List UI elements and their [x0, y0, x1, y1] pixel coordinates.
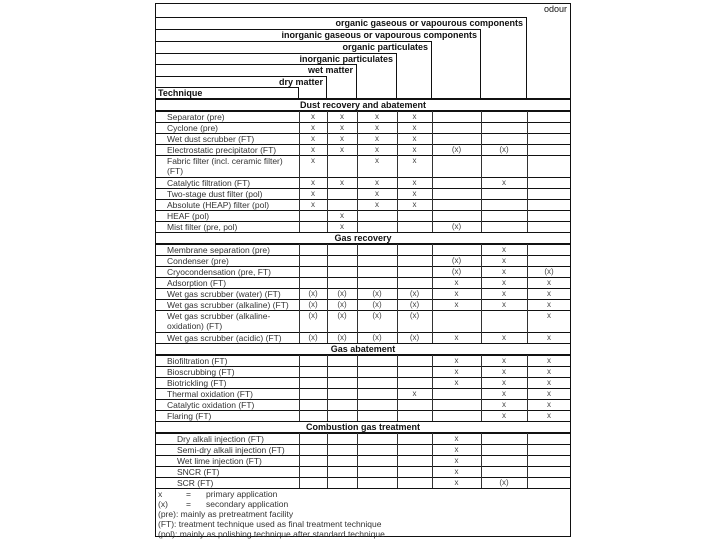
applicability-cell-odour: x [547, 378, 551, 387]
technique-name: Flaring (FT) [167, 410, 212, 421]
applicability-cell-dry: (x) [308, 300, 318, 309]
technique-name: Condenser (pre) [167, 255, 229, 266]
applicability-cell-dry: x [311, 123, 315, 132]
applicability-cell-wet: x [340, 112, 344, 121]
legend-equals: = [186, 489, 191, 499]
technique-name: HEAF (pol) [167, 210, 210, 221]
technique-name: Biofiltration (FT) [167, 355, 228, 366]
applicability-cell-org_gas: x [502, 267, 506, 276]
applicability-cell-inorg_part: (x) [372, 300, 382, 309]
applicability-cell-odour: x [547, 367, 551, 376]
applicability-cell-inorg_part: x [375, 189, 379, 198]
applicability-cell-inorg_gas: x [454, 367, 459, 376]
applicability-cell-org_part: (x) [409, 289, 420, 298]
applicability-cell-dry: x [311, 112, 315, 121]
column-header-wet: wet matter [307, 65, 353, 75]
legend-item [158, 489, 277, 499]
technique-name: Catalytic filtration (FT) [167, 177, 251, 188]
applicability-cell-odour: x [547, 278, 551, 287]
applicability-cell-org_part: x [412, 389, 417, 398]
applicability-cell-inorg_gas: x [454, 445, 459, 454]
legend-item: (pol): mainly as polishing technique after standard technique [158, 529, 385, 539]
column-divider [432, 155, 433, 178]
technique-name: Two-stage dust filter (pol) [167, 188, 263, 199]
applicability-cell-inorg_part: (x) [372, 289, 382, 298]
column-header-odour: odour [543, 4, 567, 14]
legend-text: secondary application [206, 499, 289, 509]
applicability-cell-dry: x [311, 134, 315, 143]
applicability-cell-dry: (x) [308, 289, 318, 298]
technique-name: Wet dust scrubber (FT) [167, 133, 255, 144]
applicability-cell-inorg_gas: (x) [451, 145, 462, 154]
technique-name: Catalytic oxidation (FT) [167, 399, 255, 410]
technique-name: Cryocondensation (pre, FT) [167, 266, 271, 277]
technique-name: Biotrickling (FT) [167, 377, 227, 388]
applicability-cell-odour: x [547, 333, 551, 342]
applicability-cell-inorg_part: x [375, 123, 379, 132]
applicability-cell-inorg_gas: (x) [451, 256, 462, 265]
applicability-cell-dry: x [311, 145, 315, 154]
applicability-cell-dry: (x) [308, 333, 318, 342]
applicability-cell-org_gas: x [502, 256, 506, 265]
applicability-cell-odour: x [547, 356, 551, 365]
legend-item [158, 499, 288, 509]
technique-name: Fabric filter (incl. ceramic filter) (FT) [167, 155, 283, 176]
technique-name: Bioscrubbing (FT) [167, 366, 235, 377]
applicability-cell-inorg_part: x [375, 134, 379, 143]
technique-name: Cyclone (pre) [167, 122, 219, 133]
applicability-cell-odour: (x) [544, 267, 554, 276]
applicability-cell-org_part: x [412, 178, 417, 187]
column-divider [432, 310, 433, 333]
applicability-cell-odour: x [547, 411, 551, 420]
technique-name: Wet gas scrubber (acidic) (FT) [167, 332, 282, 343]
applicability-cell-org_gas: x [502, 411, 506, 420]
applicability-cell-odour: x [547, 389, 551, 398]
applicability-cell-odour: x [547, 300, 551, 309]
applicability-cell-wet: (x) [337, 289, 347, 298]
applicability-cell-org_gas: x [502, 400, 506, 409]
applicability-cell-org_part: x [412, 123, 417, 132]
applicability-cell-inorg_gas: (x) [451, 222, 462, 231]
applicability-cell-inorg_part: x [375, 156, 379, 165]
applicability-cell-org_gas: (x) [499, 478, 509, 487]
applicability-cell-inorg_gas: x [454, 456, 459, 465]
applicability-cell-wet: (x) [337, 333, 347, 342]
technique-name: Separator (pre) [167, 111, 225, 122]
technique-name: Dry alkali injection (FT) [177, 433, 264, 444]
technique-name: Wet gas scrubber (water) (FT) [167, 288, 281, 299]
technique-name: Membrane separation (pre) [167, 244, 270, 255]
applicability-cell-inorg_part: x [375, 112, 379, 121]
applicability-cell-inorg_part: x [375, 178, 379, 187]
applicability-cell-org_gas: x [502, 178, 506, 187]
applicability-cell-inorg_part: (x) [372, 311, 382, 320]
applicability-cell-wet: x [340, 211, 344, 220]
applicability-cell-inorg_gas: x [454, 478, 459, 487]
section-title: Dust recovery and abatement [299, 100, 427, 110]
applicability-cell-inorg_gas: x [454, 434, 459, 443]
applicability-cell-org_gas: x [502, 333, 506, 342]
column-divider [327, 155, 328, 178]
technique-name: SCR (FT) [177, 477, 214, 488]
column-header-inorg_part: inorganic particulates [299, 54, 393, 64]
applicability-cell-inorg_gas: x [454, 278, 459, 287]
applicability-cell-org_gas: x [502, 245, 506, 254]
applicability-cell-org_part: x [412, 156, 417, 165]
applicability-cell-dry: (x) [308, 311, 318, 320]
applicability-cell-org_gas: x [502, 378, 506, 387]
applicability-cell-org_gas: x [502, 367, 506, 376]
column-header-dry: dry matter [278, 77, 323, 87]
applicability-cell-org_gas: x [502, 389, 506, 398]
applicability-cell-org_gas: x [502, 289, 506, 298]
column-divider [481, 310, 482, 333]
applicability-cell-dry: x [311, 189, 315, 198]
applicability-cell-odour: x [547, 289, 551, 298]
applicability-cell-odour: x [547, 311, 551, 320]
column-divider [481, 155, 482, 178]
legend-text: primary application [206, 489, 278, 499]
applicability-cell-dry: x [311, 156, 315, 165]
legend-equals: = [186, 499, 191, 509]
applicability-cell-wet: x [340, 178, 344, 187]
applicability-cell-inorg_gas: x [454, 300, 459, 309]
technique-name: Electrostatic precipitator (FT) [167, 144, 277, 155]
applicability-cell-org_gas: x [502, 356, 506, 365]
applicability-cell-org_part: x [412, 200, 417, 209]
column-header-org_part: organic particulates [342, 42, 428, 52]
applicability-cell-wet: x [340, 123, 344, 132]
applicability-cell-org_part: x [412, 134, 417, 143]
applicability-cell-wet: x [340, 134, 344, 143]
applicability-cell-inorg_gas: x [454, 333, 459, 342]
applicability-cell-org_gas: (x) [499, 145, 509, 154]
section-title: Combustion gas treatment [305, 422, 420, 432]
technique-name: SNCR (FT) [177, 466, 220, 477]
applicability-cell-org_gas: x [502, 278, 506, 287]
applicability-cell-dry: x [311, 178, 315, 187]
legend-item: (pre): mainly as pretreatment facility [158, 509, 294, 519]
applicability-cell-inorg_gas: x [454, 289, 459, 298]
applicability-cell-inorg_gas: x [454, 356, 459, 365]
technique-name: Mist filter (pre, pol) [167, 221, 238, 232]
legend-symbol: x [158, 489, 163, 499]
applicability-cell-org_part: (x) [409, 333, 420, 342]
applicability-cell-org_part: (x) [409, 300, 420, 309]
applicability-cell-wet: (x) [337, 311, 347, 320]
applicability-cell-inorg_gas: x [454, 378, 459, 387]
applicability-cell-org_part: x [412, 145, 417, 154]
applicability-cell-org_part: x [412, 189, 417, 198]
applicability-cell-org_part: (x) [409, 311, 420, 320]
column-divider [527, 155, 528, 178]
applicability-cell-inorg_gas: x [454, 467, 459, 476]
applicability-cell-org_part: x [412, 112, 417, 121]
technique-name: Thermal oxidation (FT) [167, 388, 253, 399]
applicability-cell-wet: x [340, 145, 344, 154]
applicability-cell-odour: x [547, 400, 551, 409]
applicability-cell-inorg_part: (x) [372, 333, 382, 342]
column-header-technique: Technique [158, 88, 203, 98]
applicability-cell-inorg_part: x [375, 145, 379, 154]
applicability-cell-wet: (x) [337, 300, 347, 309]
applicability-cell-dry: x [311, 200, 315, 209]
applicability-cell-wet: x [340, 222, 344, 231]
technique-name: Wet gas scrubber (alkaline) (FT) [167, 299, 289, 310]
legend-symbol: (x) [158, 499, 168, 509]
section-title: Gas recovery [334, 233, 392, 243]
column-header-inorg_gas: inorganic gaseous or vapourous components [281, 30, 477, 40]
section-title: Gas abatement [330, 344, 396, 354]
technique-name: Adsorption (FT) [167, 277, 227, 288]
applicability-cell-org_gas: x [502, 300, 506, 309]
technique-name: Absolute (HEAP) filter (pol) [167, 199, 270, 210]
applicability-cell-inorg_part: x [375, 200, 379, 209]
legend-item: (FT): treatment technique used as final treatment technique [158, 519, 382, 529]
technique-name: Semi-dry alkali injection (FT) [177, 444, 285, 455]
applicability-cell-inorg_gas: (x) [451, 267, 462, 276]
column-header-org_gas: organic gaseous or vapourous components [335, 18, 523, 28]
technique-name: Wet gas scrubber (alkaline-oxidation) (FT) [167, 310, 271, 331]
technique-name: Wet lime injection (FT) [177, 455, 262, 466]
